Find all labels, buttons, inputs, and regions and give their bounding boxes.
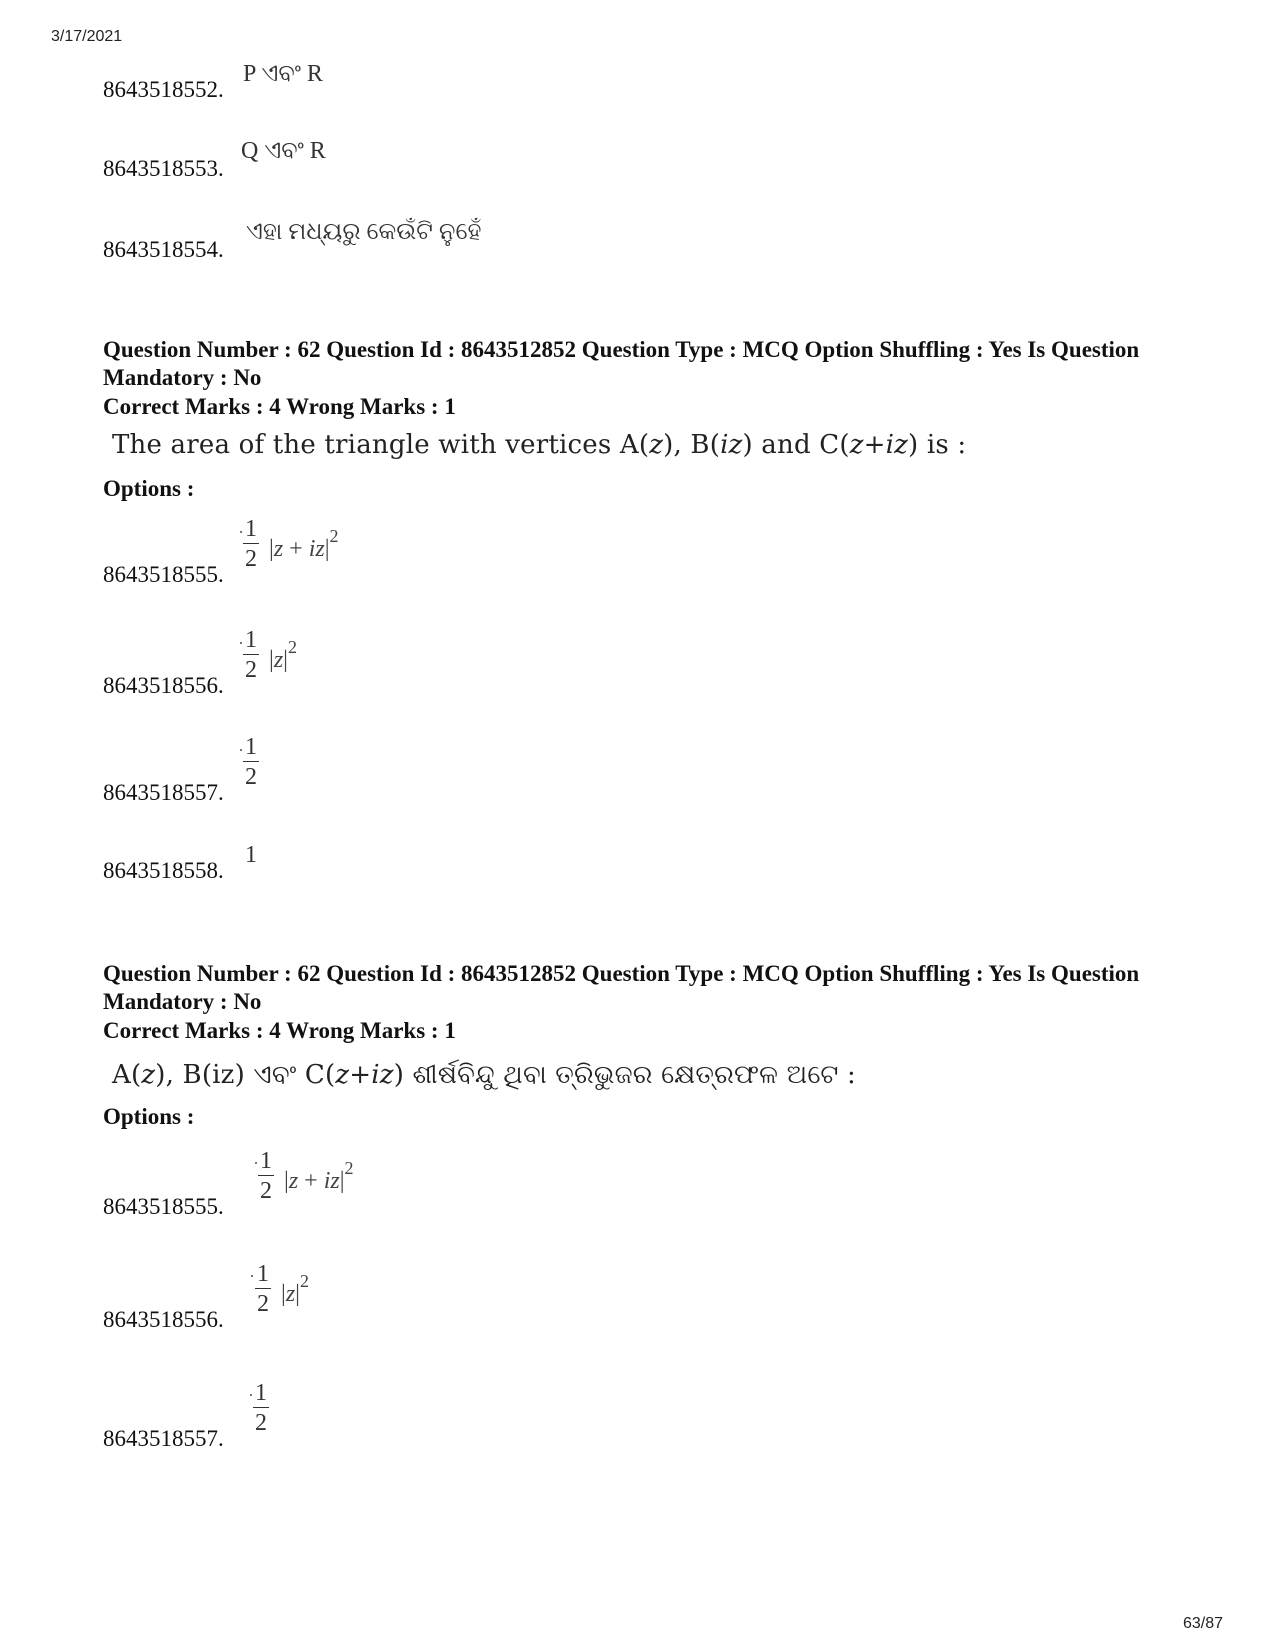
print-date: 3/17/2021 [51, 28, 123, 45]
option-math [255, 1262, 309, 1316]
option-id: 8643518552. [103, 77, 224, 102]
option-math [243, 735, 259, 789]
question-text: A(z), B(iz) ଏବଂ C(z+iz) ଶୀର୍ଷବିନ୍ଦୁ ଥିବା ତ୍ରିଭୁଜର କ୍ଷେତ୍ରଫଳ ଅଟେ : [112, 1060, 856, 1090]
math-expression: $|z|^2$ [281, 1270, 309, 1307]
question-header: Question Number : 62 Question Id : 8643512852 Question Type : MCQ Option Shuffling : Yes Is Question Mandatory : No [103, 961, 1140, 1014]
option-id: 8643518556. [103, 1307, 224, 1332]
page-number: 63/87 [1183, 1615, 1224, 1632]
option-id: 8643518555. [103, 562, 224, 587]
option-math [243, 517, 339, 571]
question-marks: Correct Marks : 4 Wrong Marks : 1 [103, 394, 456, 419]
math-expression: $|z|^2$ [269, 636, 297, 673]
question-text: The area of the triangle with vertices A(z), B(iz) and C(z+iz) is : [112, 430, 967, 460]
option-math [243, 628, 297, 682]
fraction: $\frac{1}{2}$ [257, 1261, 269, 1317]
option-text: 1 [245, 842, 257, 868]
question-marks: Correct Marks : 4 Wrong Marks : 1 [103, 1018, 456, 1043]
option-id: 8643518557. [103, 1426, 224, 1451]
option-text: ଏହା ମଧ୍ୟରୁ କେଉଁଟି ନୁହେଁ [246, 219, 482, 245]
option-id: 8643518555. [103, 1194, 224, 1219]
options-label: Options : [103, 476, 195, 501]
option-math [258, 1149, 354, 1203]
fraction: $\frac{1}{2}$ [245, 627, 257, 683]
option-id: 8643518556. [103, 673, 224, 698]
options-label: Options : [103, 1104, 195, 1129]
option-id: 8643518554. [103, 237, 224, 262]
fraction: $\frac{1}{2}$ [245, 516, 257, 572]
option-id: 8643518553. [103, 156, 224, 181]
question-header: Question Number : 62 Question Id : 8643512852 Question Type : MCQ Option Shuffling : Yes Is Question Mandatory : No [103, 337, 1140, 390]
fraction: $\frac{1}{2}$ [255, 1380, 267, 1436]
option-id: 8643518557. [103, 780, 224, 805]
fraction: $\frac{1}{2}$ [245, 734, 257, 790]
fraction: $\frac{1}{2}$ [260, 1148, 272, 1204]
option-id: 8643518558. [103, 858, 224, 883]
math-expression: $|z + iz|^2$ [269, 525, 339, 562]
math-expression: $|z + iz|^2$ [284, 1157, 354, 1194]
option-math [253, 1381, 269, 1435]
option-text: P ଏବଂ R [243, 61, 323, 87]
option-text: Q ଏବଂ R [241, 138, 326, 164]
